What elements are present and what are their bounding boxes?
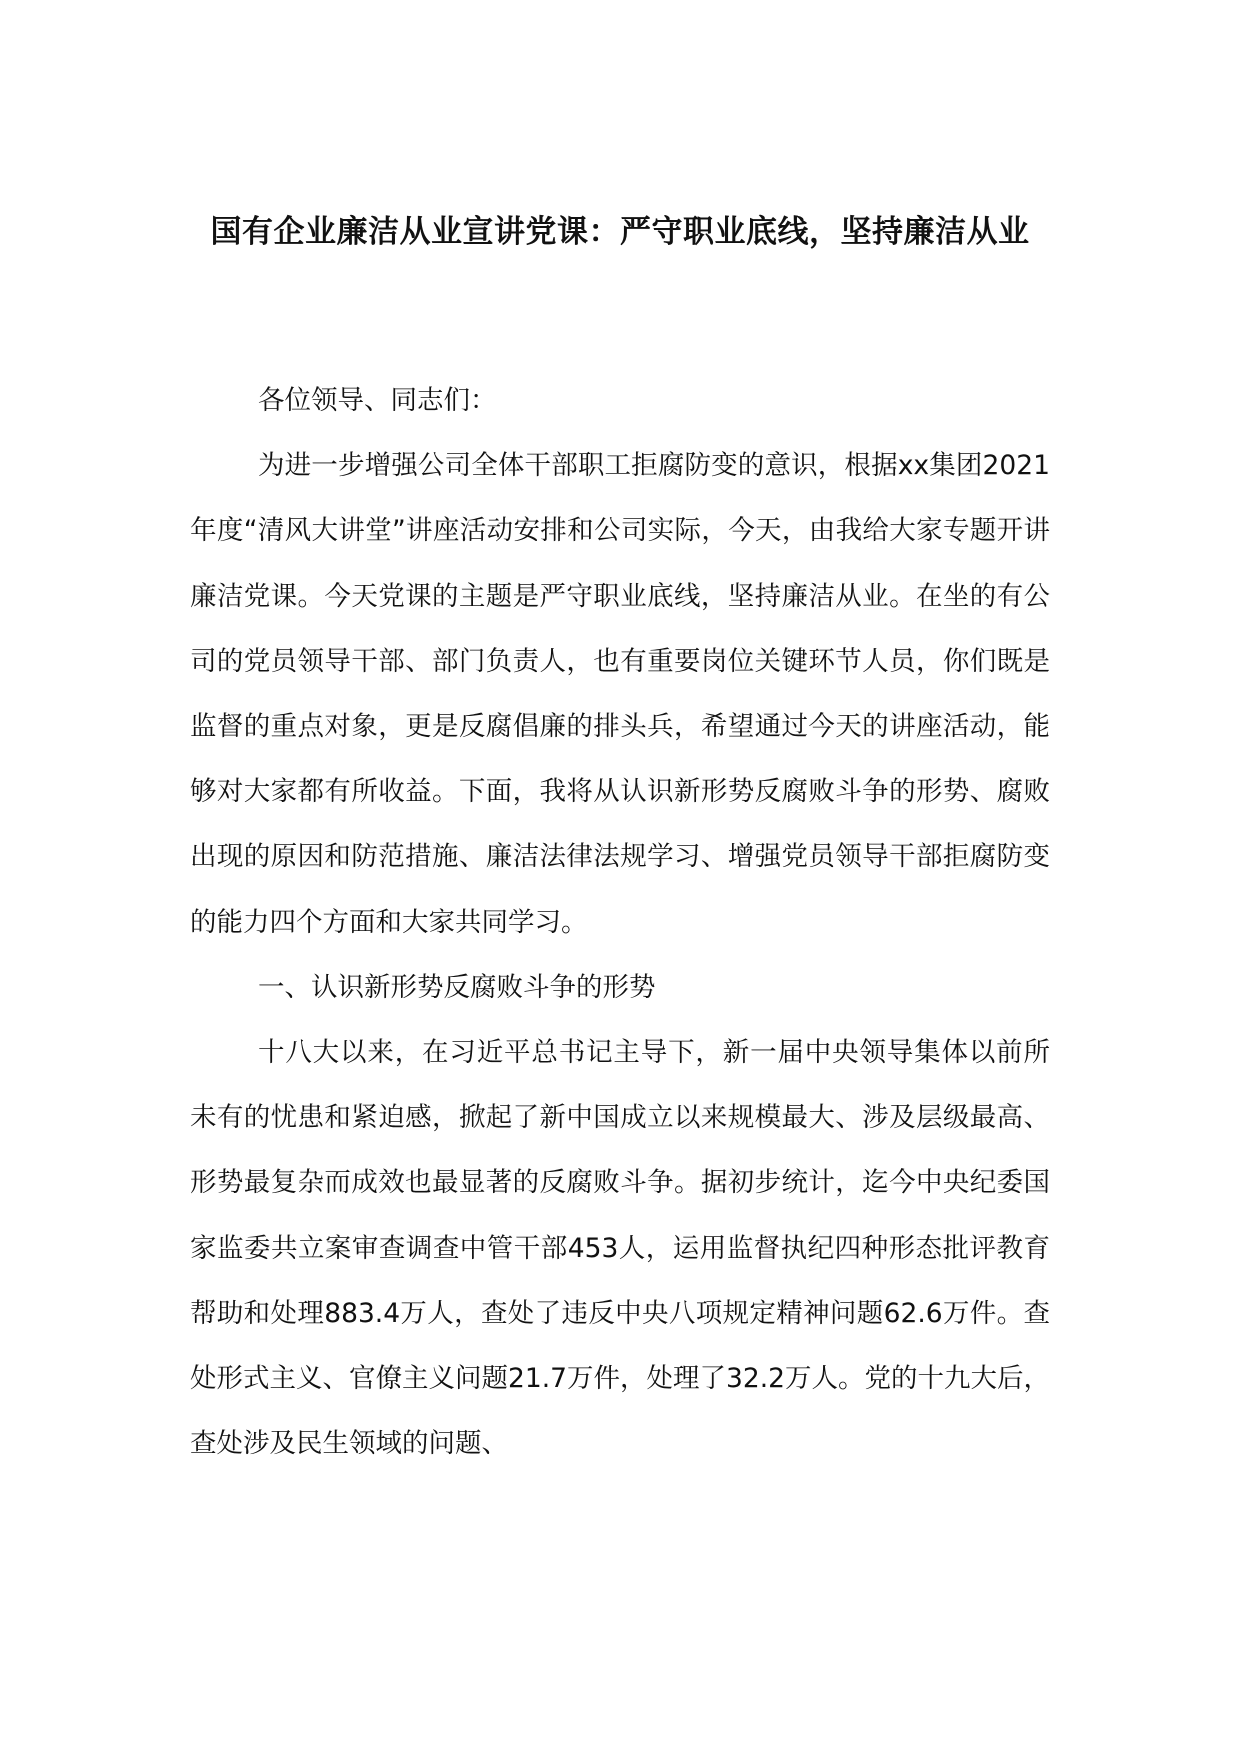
document-body [190,368,1050,1476]
body-paragraph: 十八大以来，在习近平总书记主导下，新一届中央领导集体以前所未有的忧患和紧迫感，掀起了新中国成立以来规模最大、涉及层级最高、形势最复杂而成效也最显著的反腐败斗争。据初步统计，迄今中央纪委国家监委共立案审查调查中管干部453人，运用监督执纪四种形态批评教育帮助和处理883.4万人，查处了违反中央八项规定精神问题62.6万件。查处形式主义、官僚主义问题21.7万件，处理了32.2万人。党的十九大后，查处涉及民生领域的问题、 [190,1037,1051,1460]
salutation-paragraph: 各位领导、同志们： [258,385,497,416]
document-title: 国有企业廉洁从业宣讲党课：严守职业底线，坚持廉洁从业 [210,214,1030,250]
section-heading: 一、认识新形势反腐败斗争的形势 [258,971,656,1003]
intro-paragraph: 为进一步增强公司全体干部职工拒腐防变的意识，根据xx集团2021年度“清风大讲堂”讲座活动安排和公司实际，今天，由我给大家专题开讲廉洁党课。今天党课的主题是严守职业底线，坚持廉洁从业。在坐的有公司的党员领导干部、部门负责人，也有重要岗位关键环节人员，你们既是监督的重点对象，更是反腐倡廉的排头兵，希望通过今天的讲座活动，能够对大家都有所收益。下面，我将从认识新形势反腐败斗争的形势、腐败出现的原因和防范措施、廉洁法律法规学习、增强党员领导干部拒腐防变的能力四个方面和大家共同学习。 [190,450,1050,938]
